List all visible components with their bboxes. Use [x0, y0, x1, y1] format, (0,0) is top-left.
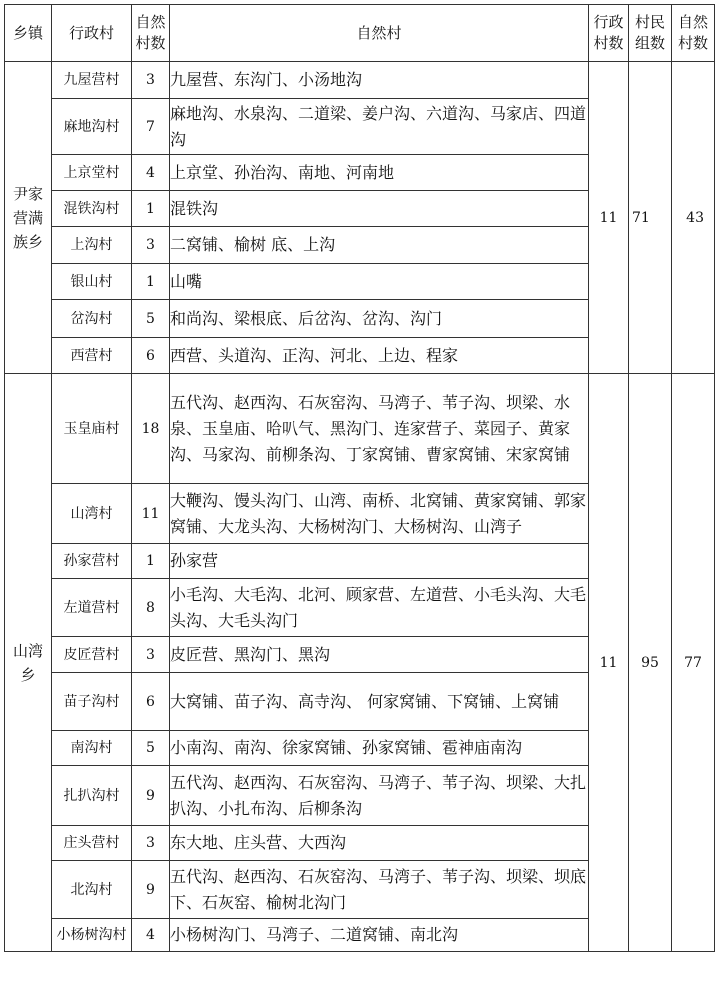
natural-village-list: 小杨树沟门、马湾子、二道窝铺、南北沟 — [170, 919, 589, 952]
natural-village-list: 小毛沟、大毛沟、北河、顾家营、左道营、小毛头沟、大毛头沟、大毛头沟门 — [170, 579, 589, 637]
township-name — [5, 374, 52, 952]
natural-village-count: 3 — [132, 826, 170, 861]
natural-village-count: 7 — [132, 99, 170, 155]
village-table — [4, 4, 715, 952]
table-row — [5, 374, 715, 484]
natural-village-count: 3 — [132, 227, 170, 264]
natural-village-list: 大窝铺、苗子沟、高寺沟、 何家窝铺、下窝铺、上窝铺 — [170, 673, 589, 731]
township-name-line: 族乡 — [12, 232, 43, 251]
admin-village-name: 皮匠营村 — [52, 637, 132, 673]
natural-village-count: 1 — [132, 264, 170, 300]
natural-village-count: 11 — [132, 484, 170, 544]
natural-village-count: 9 — [132, 766, 170, 826]
header-natural-villages: 自然村 — [170, 5, 589, 62]
natural-village-count: 3 — [132, 637, 170, 673]
natural-village-count: 5 — [132, 731, 170, 766]
natural-village-count: 4 — [132, 919, 170, 952]
natural-village-list: 孙家营 — [170, 544, 589, 579]
admin-village-name: 上京堂村 — [52, 155, 132, 191]
admin-village-name: 孙家营村 — [52, 544, 132, 579]
admin-village-name: 银山村 — [52, 264, 132, 300]
admin-village-name: 山湾村 — [52, 484, 132, 544]
header-natural-total: 自然 村数 — [672, 5, 715, 62]
natural-village-list: 九屋营、东沟门、小汤地沟 — [170, 62, 589, 99]
natural-village-list: 小南沟、南沟、徐家窝铺、孙家窝铺、雹神庙南沟 — [170, 731, 589, 766]
natural-village-count: 1 — [132, 544, 170, 579]
natural-village-total: 43 — [672, 62, 715, 374]
villager-groups-total: 71 — [629, 62, 672, 374]
natural-village-count: 4 — [132, 155, 170, 191]
header-groups-total: 村民 组数 — [629, 5, 672, 62]
admin-village-total: 11 — [589, 374, 629, 952]
table-body — [5, 62, 715, 952]
natural-village-list: 五代沟、赵西沟、石灰窑沟、马湾子、苇子沟、坝梁、水泉、玉皇庙、哈叭气、黑沟门、连家营子、菜园子、黄家沟、马家沟、前柳条沟、丁家窝铺、曹家窝铺、宋家窝铺 — [170, 374, 589, 484]
admin-village-name: 小杨树沟村 — [52, 919, 132, 952]
township-name-line: 营满 — [12, 208, 43, 227]
admin-village-name: 庄头营村 — [52, 826, 132, 861]
admin-village-name: 南沟村 — [52, 731, 132, 766]
natural-village-list: 麻地沟、水泉沟、二道梁、姜户沟、六道沟、马家店、四道沟 — [170, 99, 589, 155]
villager-groups-total: 95 — [629, 374, 672, 952]
natural-village-total: 77 — [672, 374, 715, 952]
natural-village-list: 山嘴 — [170, 264, 589, 300]
natural-village-list: 混铁沟 — [170, 191, 589, 227]
natural-village-count: 3 — [132, 62, 170, 99]
natural-village-list: 东大地、庄头营、大西沟 — [170, 826, 589, 861]
natural-village-count: 18 — [132, 374, 170, 484]
admin-village-name: 左道营村 — [52, 579, 132, 637]
admin-village-name: 玉皇庙村 — [52, 374, 132, 484]
admin-village-name: 麻地沟村 — [52, 99, 132, 155]
natural-village-list: 上京堂、孙治沟、南地、河南地 — [170, 155, 589, 191]
natural-village-count: 6 — [132, 673, 170, 731]
admin-village-name: 九屋营村 — [52, 62, 132, 99]
natural-village-count: 6 — [132, 338, 170, 374]
header-natural-count: 自然 村数 — [132, 5, 170, 62]
admin-village-total: 11 — [589, 62, 629, 374]
natural-village-count: 8 — [132, 579, 170, 637]
table-row — [5, 62, 715, 99]
admin-village-name: 苗子沟村 — [52, 673, 132, 731]
header-township: 乡镇 — [5, 5, 52, 62]
natural-village-list: 五代沟、赵西沟、石灰窑沟、马湾子、苇子沟、坝梁、大扎扒沟、小扎布沟、后柳条沟 — [170, 766, 589, 826]
admin-village-name: 北沟村 — [52, 861, 132, 919]
natural-village-list: 大鞭沟、馒头沟门、山湾、南桥、北窝铺、黄家窝铺、郭家窝铺、大龙头沟、大杨树沟门、大杨树沟、山湾子 — [170, 484, 589, 544]
admin-village-name: 西营村 — [52, 338, 132, 374]
natural-village-count: 1 — [132, 191, 170, 227]
natural-village-list: 和尚沟、梁根底、后岔沟、岔沟、沟门 — [170, 300, 589, 338]
admin-village-name: 扎扒沟村 — [52, 766, 132, 826]
township-name — [5, 62, 52, 374]
header-admin-total: 行政 村数 — [589, 5, 629, 62]
township-name-line: 尹家 — [12, 184, 43, 203]
natural-village-list: 西营、头道沟、正沟、河北、上边、程家 — [170, 338, 589, 374]
admin-village-name: 上沟村 — [52, 227, 132, 264]
natural-village-count: 5 — [132, 300, 170, 338]
township-name-line: 乡 — [20, 665, 36, 684]
natural-village-list: 皮匠营、黑沟门、黑沟 — [170, 637, 589, 673]
natural-village-count: 9 — [132, 861, 170, 919]
admin-village-name: 混铁沟村 — [52, 191, 132, 227]
natural-village-list: 五代沟、赵西沟、石灰窑沟、马湾子、苇子沟、坝梁、坝底下、石灰窑、榆树北沟门 — [170, 861, 589, 919]
township-name-line: 山湾 — [12, 641, 43, 660]
header-admin-village: 行政村 — [52, 5, 132, 62]
header-row — [5, 5, 715, 62]
admin-village-name: 岔沟村 — [52, 300, 132, 338]
natural-village-list: 二窝铺、榆树 底、上沟 — [170, 227, 589, 264]
